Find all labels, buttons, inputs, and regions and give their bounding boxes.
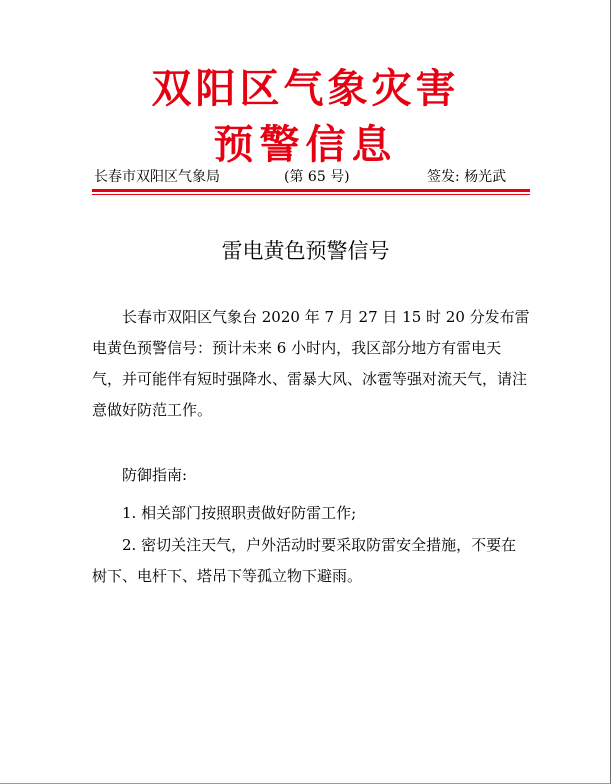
header-divider-thin (92, 194, 530, 195)
banner-title-line2: 预警信息 (213, 122, 398, 168)
document-title: 雷电黄色预警信号 (221, 239, 390, 263)
banner-title-line1: 双阳区气象灾害 (151, 66, 460, 112)
guide-heading: 防御指南: (122, 466, 188, 484)
issuer-name: 长春市双阳区气象局 (94, 169, 220, 185)
header-divider-thick (92, 189, 530, 192)
signer: 签发: 杨光武 (427, 169, 507, 185)
main-paragraph: 长春市双阳区气象台 2020 年 7 月 27 日 15 时 20 分发布雷电黄色预警信号：预计未来 6 小时内，我区部分地方有雷电天气，并可能伴有短时强降水、雷暴大风、冰雹等强对流天气，请注意做好防范工作。 (92, 308, 530, 419)
guide-item: 2. 密切关注天气，户外活动时要采取防雷安全措施，不要在树下、电杆下、塔吊下等孤立物下避雨。 (92, 536, 517, 585)
guide-item: 1. 相关部门按照职责做好防雷工作; (122, 504, 357, 522)
header-meta-row (0, 167, 611, 187)
issue-number: (第 65 号) (284, 169, 350, 185)
